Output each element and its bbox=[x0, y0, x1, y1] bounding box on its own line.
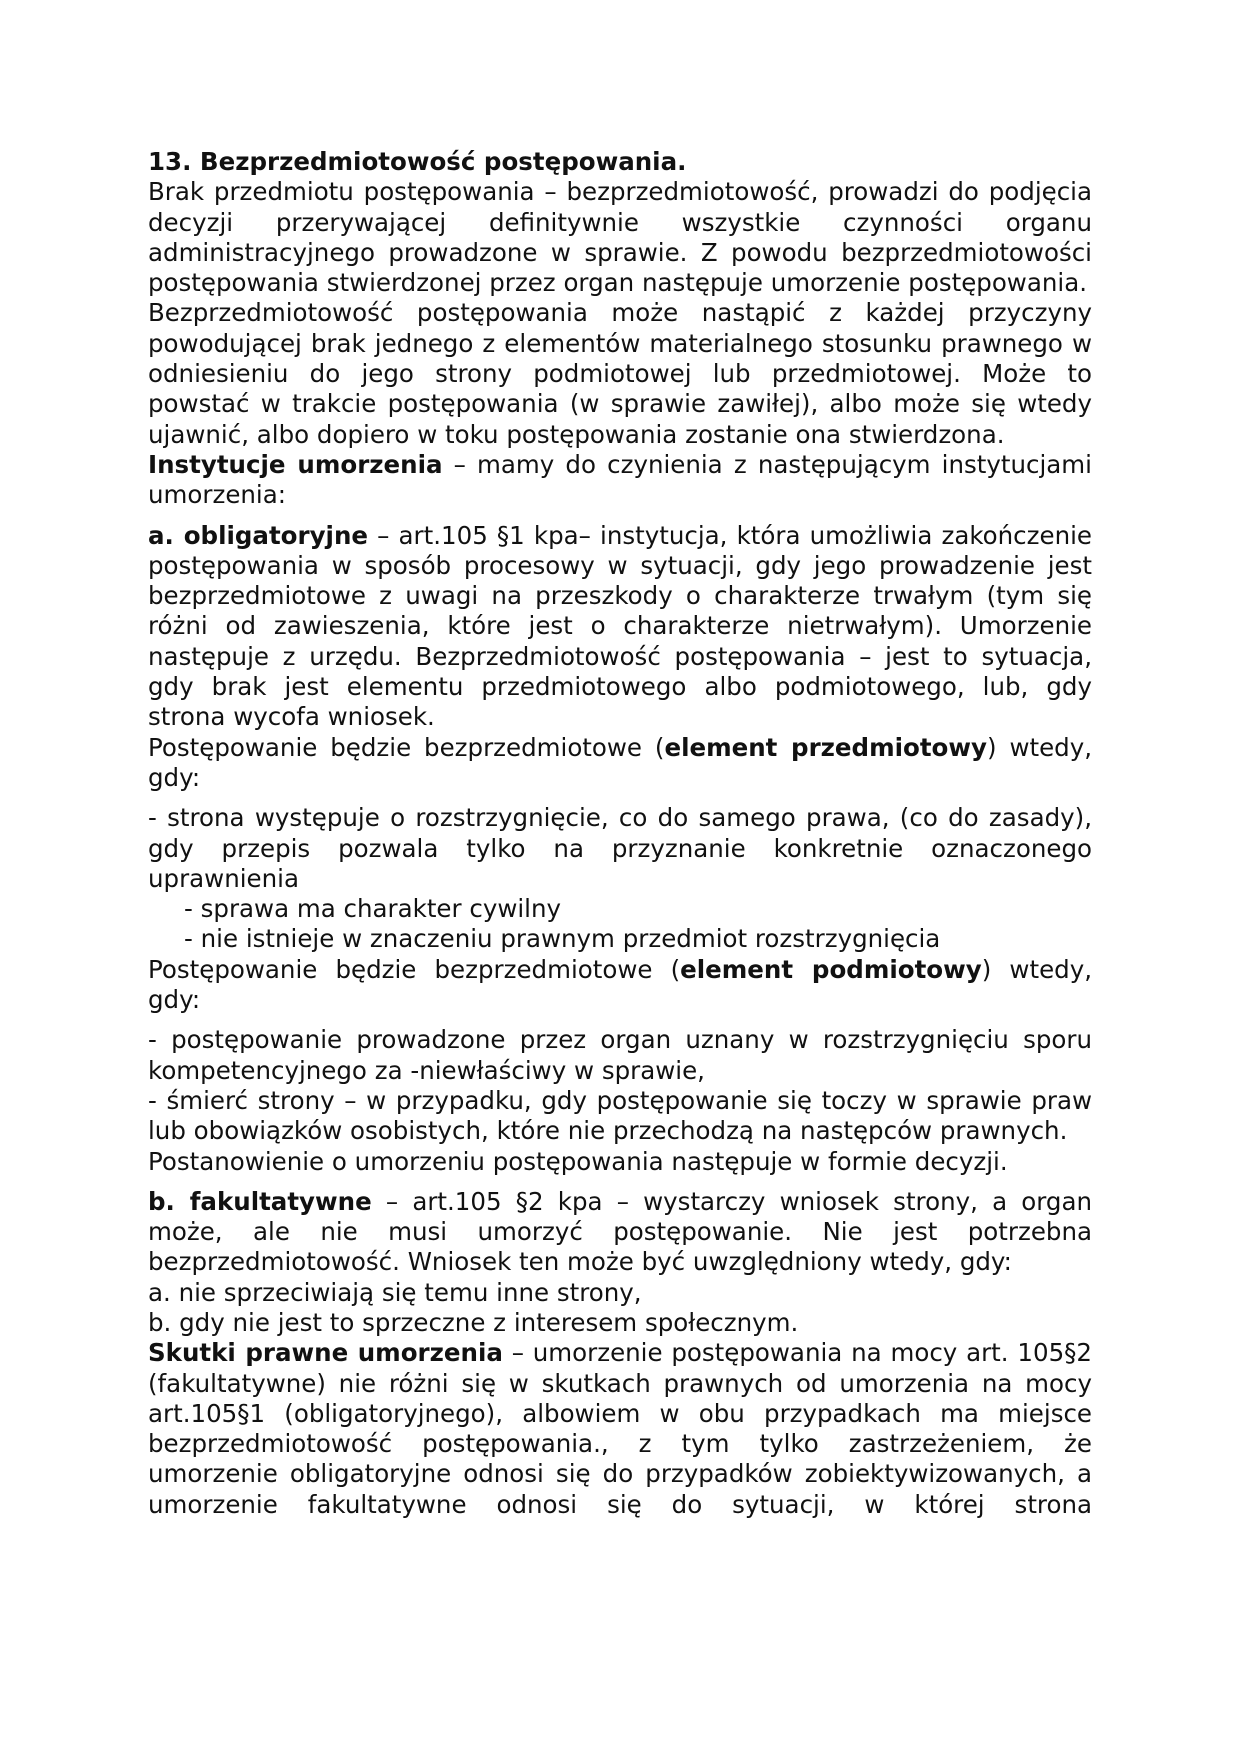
objective-element-term: element przedmiotowy bbox=[664, 732, 987, 762]
paragraph-legal-effects bbox=[148, 1338, 1092, 1520]
paragraph-institutions bbox=[148, 450, 1092, 511]
optional-term: b. fakultatywne bbox=[148, 1186, 372, 1216]
obligatory-term: a. obligatoryjne bbox=[148, 520, 369, 550]
paragraph-causes: Bezprzedmiotowość postępowania może nastąpić z każdej przyczyny powodującej brak jednego z elementów materialnego stosunku prawnego w odniesieniu do jego strony podmiotowej lub przedmiotowej. Może to powstać w trakcie postępowania (w sprawie zawiłej), albo może się wtedy ujawnić, albo dopiero w toku postępowania zostanie ona stwierdzona. bbox=[148, 298, 1092, 449]
paragraph-subjective-element bbox=[148, 955, 1092, 1016]
document-body bbox=[148, 147, 1092, 1520]
paragraph-decision-form: Postanowienie o umorzeniu postępowania następuje w formie decyzji. bbox=[148, 1146, 1008, 1176]
paragraph-objective-element bbox=[148, 733, 1092, 794]
paragraph-intro: Brak przedmiotu postępowania – bezprzedmiotowość, prowadzi do podjęcia decyzji przerywającej definitywnie wszystkie czynności organu administracyjnego prowadzone w sprawie. Z powodu bezprzedmiotowości postępowania stwierdzonej przez organ następuje umorzenie postępowania. bbox=[148, 177, 1092, 298]
objective-text-after: ) wtedy, gdy: bbox=[148, 732, 1092, 792]
paragraph-obligatory bbox=[148, 521, 1092, 733]
objective-list-item: - nie istnieje w znaczeniu prawnym przedmiot rozstrzygnięcia bbox=[184, 924, 941, 954]
objective-text-before: Postępowanie będzie bezprzedmiotowe ( bbox=[148, 732, 665, 762]
objective-list-item: - sprawa ma charakter cywilny bbox=[184, 894, 562, 924]
subjective-list-item: - postępowanie prowadzone przez organ uznany w rozstrzygnięciu sporu kompetencyjnego za -niewłaściwy w sprawie, bbox=[148, 1025, 1092, 1085]
optional-text: – art.105 §2 kpa – wystarczy wniosek strony, a organ może, ale nie musi umorzyć postępowanie. Nie jest potrzebna bezprzedmiotowość. Wniosek ten może być uwzględniony wtedy, gdy: bbox=[148, 1186, 1092, 1277]
optional-list-item: b. gdy nie jest to sprzeczne z interesem społecznym. bbox=[148, 1307, 799, 1337]
subjective-text-after: ) wtedy, gdy: bbox=[148, 954, 1092, 1015]
legal-effects-text: – umorzenie postępowania na mocy art. 105§2 (fakultatywne) nie różni się w skutkach prawnych od umorzenia na mocy art.105§1 (obligatoryjnego), albowiem w obu przypadkach ma miejsce bezprzedmiotowość postępowania., z tym tylko zastrzeżeniem, że umorzenie obligatoryjne odnosi się do przypadków zobiektywizowanych, a umorzenie fakultatywne odnosi się do sytuacji, w której strona bbox=[148, 1338, 1092, 1519]
paragraph-optional bbox=[148, 1187, 1092, 1278]
optional-list-item: a. nie sprzeciwiają się temu inne strony, bbox=[148, 1277, 642, 1307]
institutions-text: – mamy do czynienia z następującym instytucjami umorzenia: bbox=[148, 449, 1092, 510]
section-heading: 13. Bezprzedmiotowość postępowania. bbox=[148, 147, 687, 176]
subjective-list-item: - śmierć strony – w przypadku, gdy postępowanie się toczy w sprawie praw lub obowiązków osobistych, które nie przechodzą na następców prawnych. bbox=[148, 1085, 1092, 1146]
subjective-element-term: element podmiotowy bbox=[680, 954, 982, 984]
subjective-text-before: Postępowanie będzie bezprzedmiotowe ( bbox=[148, 954, 681, 984]
legal-effects-term: Skutki prawne umorzenia bbox=[148, 1338, 503, 1368]
obligatory-text: – art.105 §1 kpa– instytucja, która umożliwia zakończenie postępowania w sposób procesowy w sytuacji, gdy jego prowadzenie jest bezprzedmiotowe z uwagi na przeszkody o charakterze trwałym (tym się różni od zawieszenia, które jest o charakterze nietrwałym). Umorzenie następuje z urzędu. Bezprzedmiotowość postępowania – jest to sytuacja, gdy brak jest elementu przedmiotowego albo podmiotowego, lub, gdy strona wycofa wniosek. bbox=[148, 520, 1092, 732]
objective-list-item: - strona występuje o rozstrzygnięcie, co do samego prawa, (co do zasady), gdy przepis pozwala tylko na przyznanie konkretnie oznaczonego uprawnienia bbox=[148, 803, 1092, 893]
institutions-term: Instytucje umorzenia bbox=[148, 449, 443, 479]
